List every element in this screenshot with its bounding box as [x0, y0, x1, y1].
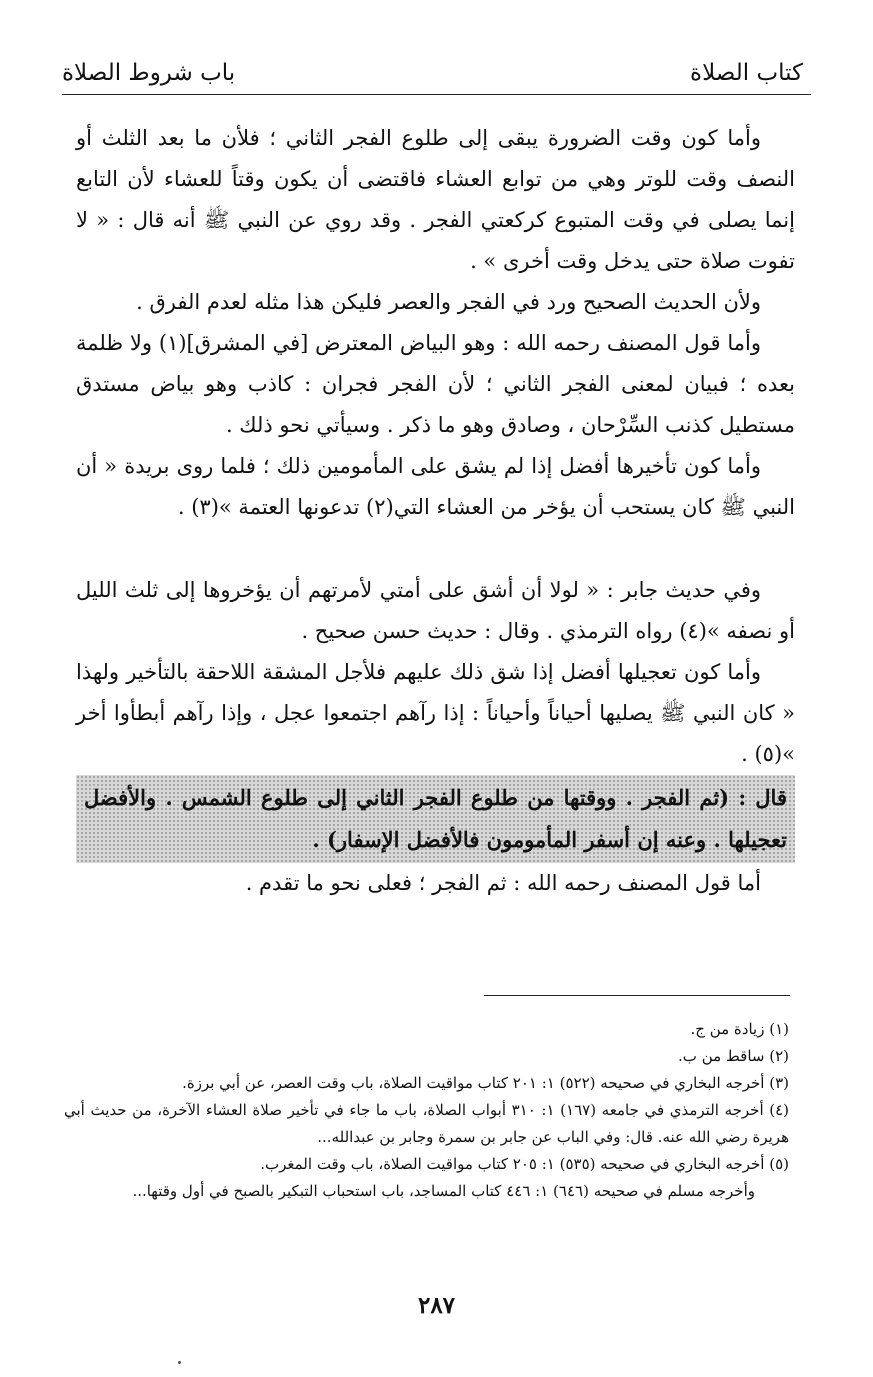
running-header — [62, 42, 803, 86]
footnotes — [64, 1016, 789, 1205]
paragraph-7: أما قول المصنف رحمه الله : ثم الفجر ؛ فعلى نحو ما تقدم . — [245, 871, 761, 895]
paragraph-5: وفي حديث جابر : « لولا أن أشق على أمتي لأمرتهم أن يؤخروها إلى ثلث الليل أو نصفه »(٤) رواه الترمذي . وقال : حديث حسن صحيح . — [76, 578, 795, 643]
paragraph-2: ولأن الحديث الصحيح ورد في الفجر والعصر فليكن هذا مثله لعدم الفرق . — [136, 290, 761, 314]
chapter-title: باب شروط الصلاة — [62, 60, 236, 86]
main-text — [76, 118, 795, 904]
paragraph-4: وأما كون تأخيرها أفضل إذا لم يشق على المأمومين ذلك ؛ فلما روى بريدة « أن النبي ﷺ كان يستحب أن يؤخر من العشاء التي(٢) تدعونها العتمة »(٣) . — [76, 454, 795, 519]
paragraph-1: وأما كون وقت الضرورة يبقى إلى طلوع الفجر الثاني ؛ فلأن ما بعد الثلث أو النصف وقت للوتر وهي من توابع العشاء فاقتضى أن يكون وقتاً للعشاء لأن التابع إنما يصلى في وقت المتبوع كركعتي الفجر . وقد روي عن النبي ﷺ أنه قال : « لا تفوت صلاة حتى يدخل وقت أخرى » . — [76, 126, 795, 273]
header-divider — [62, 94, 811, 95]
scan-speck — [178, 1361, 181, 1364]
footnote-5: (٥) أخرجه البخاري في صحيحه (٥٣٥) ١: ٢٠٥ كتاب مواقيت الصلاة، باب وقت المغرب. — [260, 1155, 789, 1173]
footnote-5-continuation: وأخرجه مسلم في صحيحه (٦٤٦) ١: ٤٤٦ كتاب المساجد، باب استحباب التبكير بالصبح في أول وقتها... — [132, 1182, 755, 1200]
blank-gap — [76, 528, 795, 570]
footnote-3: (٣) أخرجه البخاري في صحيحه (٥٢٢) ١: ٢٠١ كتاب مواقيت الصلاة، باب وقت العصر، عن أبي برزة. — [182, 1074, 789, 1092]
page-number: ٢٨٧ — [417, 1292, 456, 1319]
footnote-divider — [484, 995, 790, 996]
paragraph-3: وأما قول المصنف رحمه الله : وهو البياض المعترض [في المشرق](١) ولا ظلمة بعده ؛ فبيان لمعنى الفجر الثاني ؛ لأن الفجر فجران : كاذب وهو بياض مستدق مستطيل كذنب السِّرْحان ، وصادق وهو ما ذكر . وسيأتي نحو ذلك . — [76, 331, 795, 437]
book-title: كتاب الصلاة — [690, 60, 803, 86]
footnote-1: (١) زيادة من ج. — [690, 1020, 789, 1038]
footnote-2: (٢) ساقط من ب. — [678, 1047, 789, 1065]
footnote-4: (٤) أخرجه الترمذي في جامعه (١٦٧) ١: ٣١٠ أبواب الصلاة، باب ما جاء في تأخير صلاة العشاء الآخرة، من حديث أبي هريرة رضي الله عنه. قال: وفي الباب عن جابر بن سمرة وجابر بن عبدالله... — [64, 1101, 790, 1146]
matn-highlight: قال : (ثم الفجر . ووقتها من طلوع الفجر الثاني إلى طلوع الشمس . والأفضل تعجيلها . وعنه إن أسفر المأمومون فالأفضل الإسفار) . — [76, 775, 795, 863]
paragraph-6: وأما كون تعجيلها أفضل إذا شق ذلك عليهم فلأجل المشقة اللاحقة بالتأخير ولهذا « كان النبي ﷺ يصليها أحياناً وأحياناً : إذا رآهم اجتمعوا عجل ، وإذا رآهم أبطأوا أخر »(٥) . — [76, 660, 795, 766]
